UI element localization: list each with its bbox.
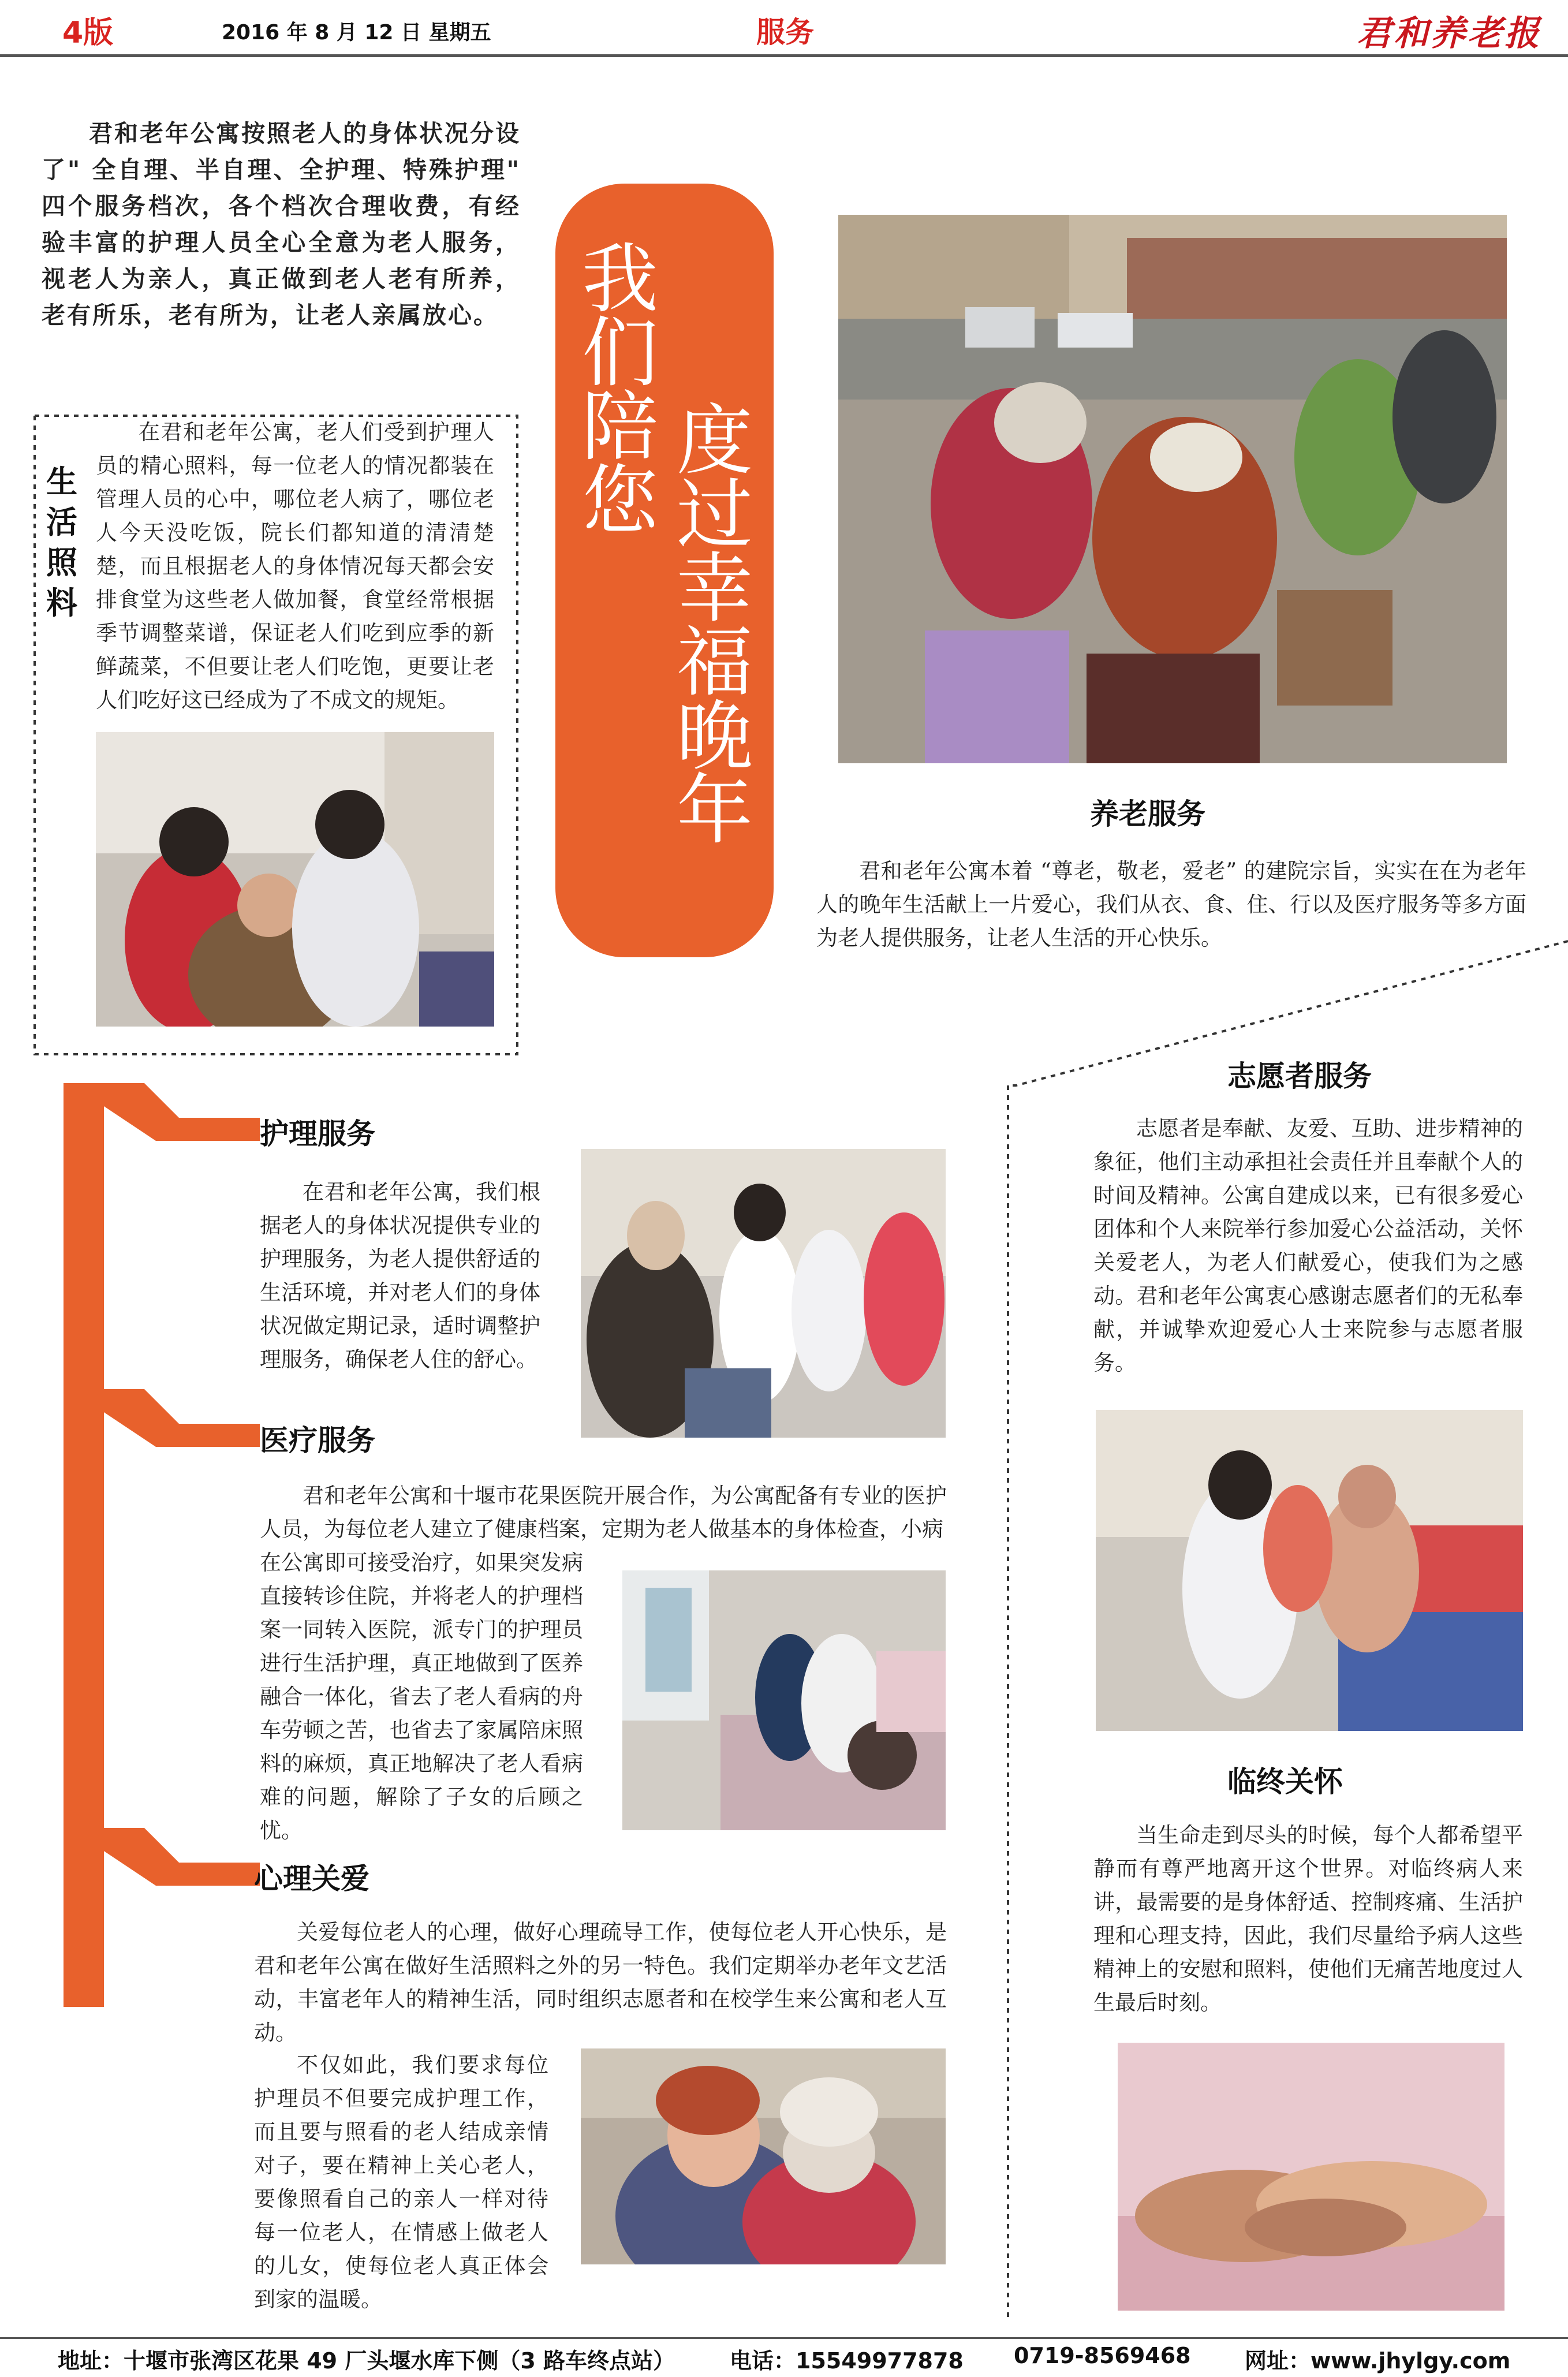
- life-care-label: 生活照料: [46, 464, 77, 621]
- section-title: 服务: [756, 16, 814, 49]
- medical-text-top: 君和老年公寓和十堰市花果医院开展合作，为公寓配备有专业的医护人员，为每位老人建立了健康档案，定期为老人做基本的身体检查，小病: [260, 1483, 947, 1542]
- photo-students-visit-elder: [581, 1149, 946, 1438]
- orange-timeline-bracket: [64, 1083, 260, 2007]
- life-care-text: 在君和老年公寓，老人们受到护理人员的精心照料，每一位老人的情况都装在管理人员的心中，哪位老人病了，哪位老人今天没吃饭，院长们都知道的清清楚楚，而且根据老人的身体情况每天都会安排食堂为这些老人做加餐，食堂经常根据季节调整菜谱，保证老人们吃到应季的新鲜蔬菜，不但要让老人们吃饱，更要让老人们吃好这已经成为了不成文的规矩。: [96, 420, 494, 712]
- medical-text-rest: 在公寓即可接受治疗，如果突发病直接转诊住院，并将老人的护理档案一同转入医院，派专门的护理员进行生活护理，真正地做到了医养融合一体化，省去了老人看病的舟车劳顿之苦，也省去了家属陪床照料的麻烦，真正地解决了老人看病难的问题，解除了子女的后顾之忧。: [260, 1550, 583, 1843]
- volunteer-heading: 志愿者服务: [1227, 1059, 1372, 1093]
- nursing-text: 在君和老年公寓，我们根据老人的身体状况提供专业的护理服务，为老人提供舒适的生活环境，并对老人们的身体状况做定期记录，适时调整护理服务，确保老人住的舒心。: [260, 1180, 540, 1372]
- edition-label: 4版: [62, 16, 114, 50]
- footer-address: 地址：十堰市张湾区花果 49 厂头堰水库下侧（3 路车终点站）: [58, 2348, 675, 2374]
- photo-holding-hands: [1118, 2043, 1504, 2311]
- header-rule: [0, 54, 1568, 57]
- elderly-service-heading: 养老服务: [1090, 797, 1205, 831]
- psych-heading: 心理关爱: [254, 1862, 369, 1895]
- banner-title-col1: 我们陪您: [582, 235, 658, 546]
- psych-text-1: 关爱每位老人的心理，做好心理疏导工作，使每位老人开心快乐，是君和老年公寓在做好生活照料之外的另一特色。我们定期举办老年文艺活动，丰富老年人的精神生活，同时组织志愿者和在校学生来公寓和老人互动。: [254, 1920, 947, 2045]
- paper-name-logo: 君和养老报: [1357, 13, 1541, 54]
- footer-rule: [0, 2337, 1568, 2339]
- photo-caregiver-with-elder: [581, 2048, 946, 2264]
- photo-doctor-checkup: [622, 1570, 946, 1830]
- hospice-heading: 临终关怀: [1227, 1765, 1343, 1798]
- banner-title-col2: 度过幸福晚年: [677, 397, 753, 855]
- nursing-heading: 护理服务: [260, 1117, 375, 1151]
- photo-volunteers-with-elder: [1096, 1410, 1523, 1731]
- hospice-text: 当生命走到尽头的时候，每个人都希望平静而有尊严地离开这个世界。对临终病人来讲，最需要的是身体舒适、控制疼痛、生活护理和心理支持，因此，我们尽量给予病人这些精神上的安慰和照料，使他们无痛苦地度过人生最后时刻。: [1093, 1823, 1523, 2015]
- footer-phone: 电话：15549977878: [730, 2348, 964, 2374]
- footer-website: 网址：www.jhylgy.com: [1245, 2348, 1511, 2374]
- volunteer-text: 志愿者是奉献、友爱、互助、进步精神的象征，他们主动承担社会责任并且奉献个人的时间及精神。公寓自建成以来，已有很多爱心团体和个人来院举行参加爱心公益活动，关怀关爱老人，为老人们献爱心，使我们为之感动。君和老年公寓衷心感谢志愿者们的无私奉献，并诚挚欢迎爱心人士来院参与志愿者服务。: [1093, 1116, 1523, 1375]
- photo-elderly-gathering: [838, 215, 1507, 763]
- psych-text-2: 不仅如此，我们要求每位护理员不但要完成护理工作，而且要与照看的老人结成亲情对子，要在精神上关心老人，要像照看自己的亲人一样对待每一位老人，在情感上做老人的儿女，使每位老人真正体会到家的温暖。: [254, 2053, 548, 2312]
- footer-phone-2: 0719-8569468: [1014, 2343, 1191, 2368]
- issue-date: 2016 年 8 月 12 日 星期五: [222, 21, 491, 44]
- elderly-service-text: 君和老年公寓本着 “尊老，敬老，爱老” 的建院宗旨，实实在在为老年人的晚年生活献上一片爱心，我们从衣、食、住、行以及医疗服务等多方面为老人提供服务，让老人生活的开心快乐。: [816, 859, 1526, 950]
- intro-paragraph: 君和老年公寓按照老人的身体状况分设了" 全自理、半自理、全护理、特殊护理" 四个服务档次，各个档次合理收费，有经验丰富的护理人员全心全意为老人服务，视老人为亲人，真正做到老人老有所养，老有所乐，老有所为，让老人亲属放心。: [42, 120, 521, 329]
- medical-heading: 医疗服务: [260, 1424, 375, 1457]
